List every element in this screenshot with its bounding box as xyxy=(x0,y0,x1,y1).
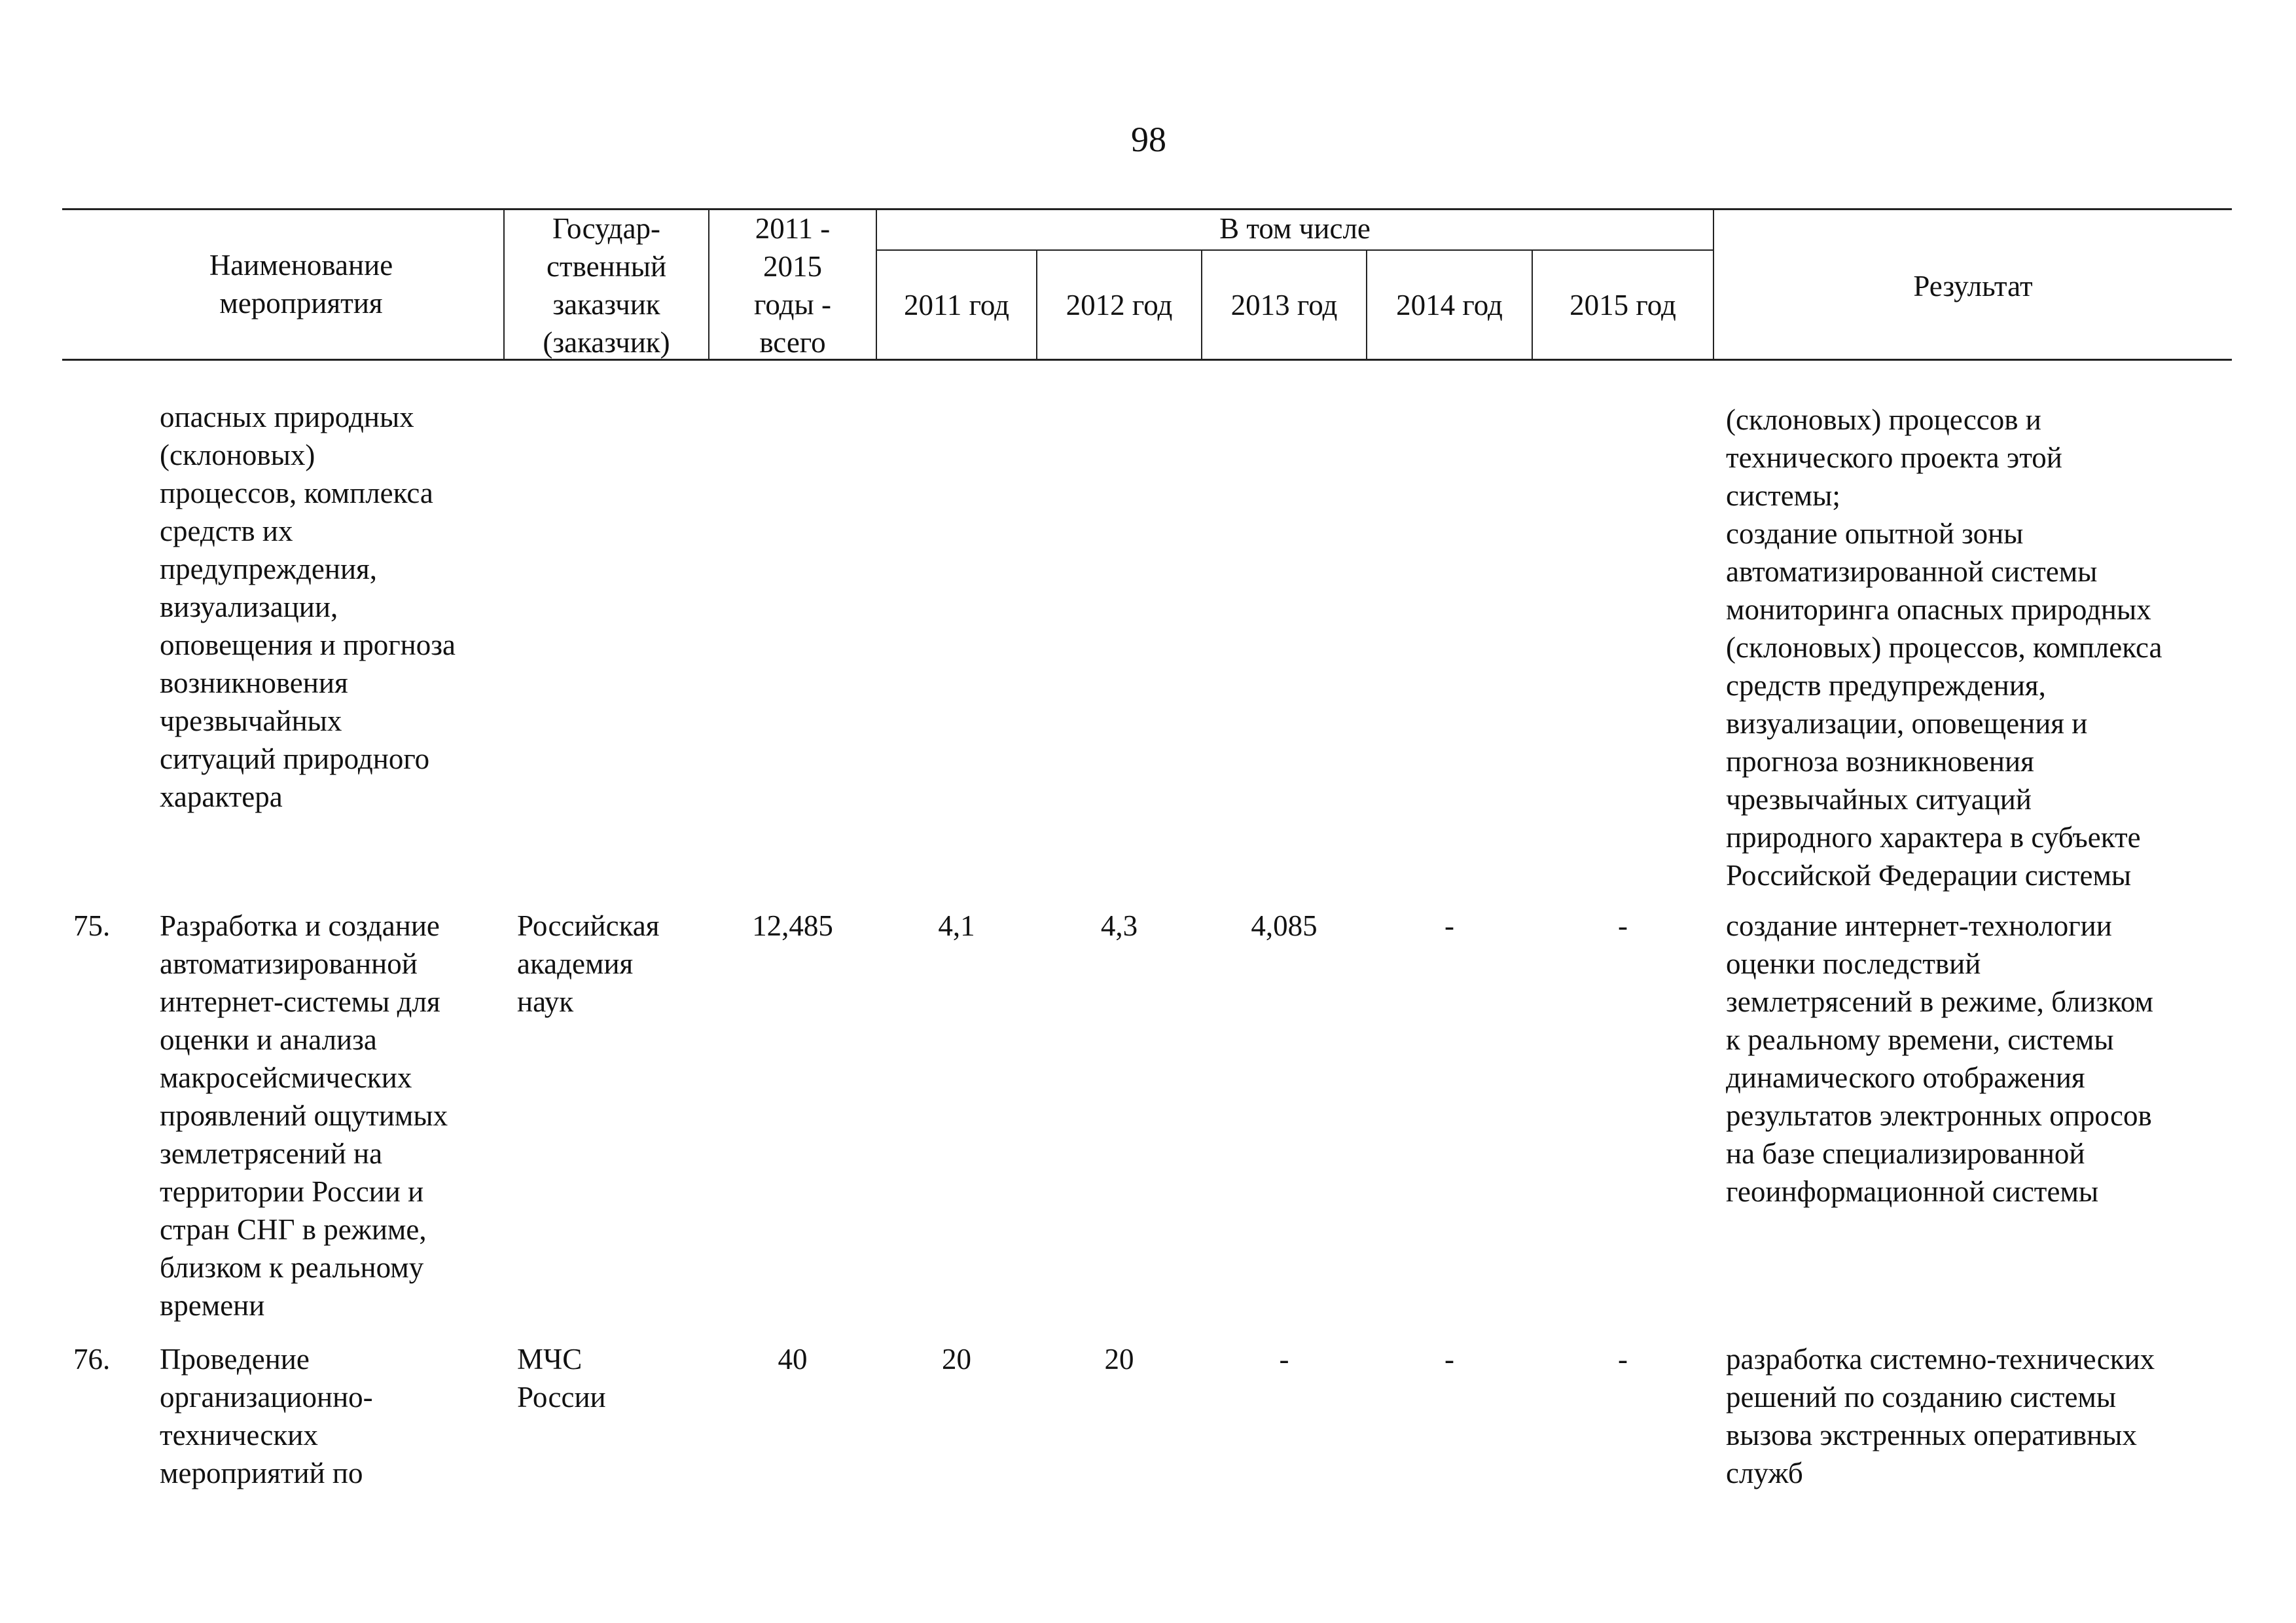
page-number: 98 xyxy=(1131,120,1166,159)
including-underline xyxy=(877,249,1713,251)
row-result: разработка системно-технических решений по созданию системы вызова экстренных оперативных служб xyxy=(1726,1343,2155,1489)
row-name: Проведение организационно- технических мероприятий по xyxy=(160,1343,373,1489)
row-2014: - xyxy=(1444,1343,1454,1376)
row-2012: 20 xyxy=(1104,1343,1134,1376)
row-2013: - xyxy=(1279,1343,1289,1376)
header-name-column: Наименование мероприятия xyxy=(209,249,393,319)
header-customer-column: Государ- ственный заказчик (заказчик) xyxy=(543,212,670,359)
row-name: Разработка и создание автоматизированной интернет-системы для оценки и анализа макросейсмических проявлений ощутимых землетрясений на территории России и стран СНГ в режиме, близком к реальному времени xyxy=(160,909,448,1322)
row-number: 75. xyxy=(73,909,111,942)
row-2014: - xyxy=(1444,909,1454,942)
row-result: (склоновых) процессов и технического проекта этой системы; создание опытной зоны автоматизированной системы мониторинга опасных природных (склоновых) процессов, комплекса средств предупреждения, визуализации, оповещения и прогноза возникновения чрезвычайных ситуаций природного характера в субъекте Российской Федерации системы xyxy=(1726,403,2162,892)
header-year-2015: 2015 год xyxy=(1570,289,1676,321)
row-2011: 4,1 xyxy=(938,909,975,942)
row-2013: 4,085 xyxy=(1251,909,1318,942)
row-total: 40 xyxy=(778,1343,808,1376)
header-year-2013: 2013 год xyxy=(1230,289,1338,321)
row-2015: - xyxy=(1618,1343,1628,1376)
row-2012: 4,3 xyxy=(1100,909,1138,942)
header-bottom-rule xyxy=(62,359,2232,361)
header-result-column: Результат xyxy=(1913,270,2033,302)
header-total-column: 2011 - 2015 годы - всего xyxy=(754,212,831,359)
row-customer: Российская академия наук xyxy=(517,909,660,1018)
row-2015: - xyxy=(1618,909,1628,942)
header-year-2012: 2012 год xyxy=(1066,289,1173,321)
row-result: создание интернет-технологии оценки последствий землетрясений в режиме, близком к реальному времени, системы динамического отображения результатов электронных опросов на базе специализированной геоинформационной системы xyxy=(1726,909,2153,1208)
row-customer: МЧС России xyxy=(517,1343,606,1413)
row-2011: 20 xyxy=(942,1343,971,1376)
row-number: 76. xyxy=(73,1343,111,1376)
header-including: В том числе xyxy=(1219,212,1371,245)
header-year-2011: 2011 год xyxy=(903,289,1009,321)
header-year-2014: 2014 год xyxy=(1396,289,1503,321)
row-total: 12,485 xyxy=(752,909,833,942)
row-name: опасных природных (склоновых) процессов, комплекса средств их предупреждения, визуализации, оповещения и прогноза возникновения чрезвычайных ситуаций природного характера xyxy=(160,401,456,813)
